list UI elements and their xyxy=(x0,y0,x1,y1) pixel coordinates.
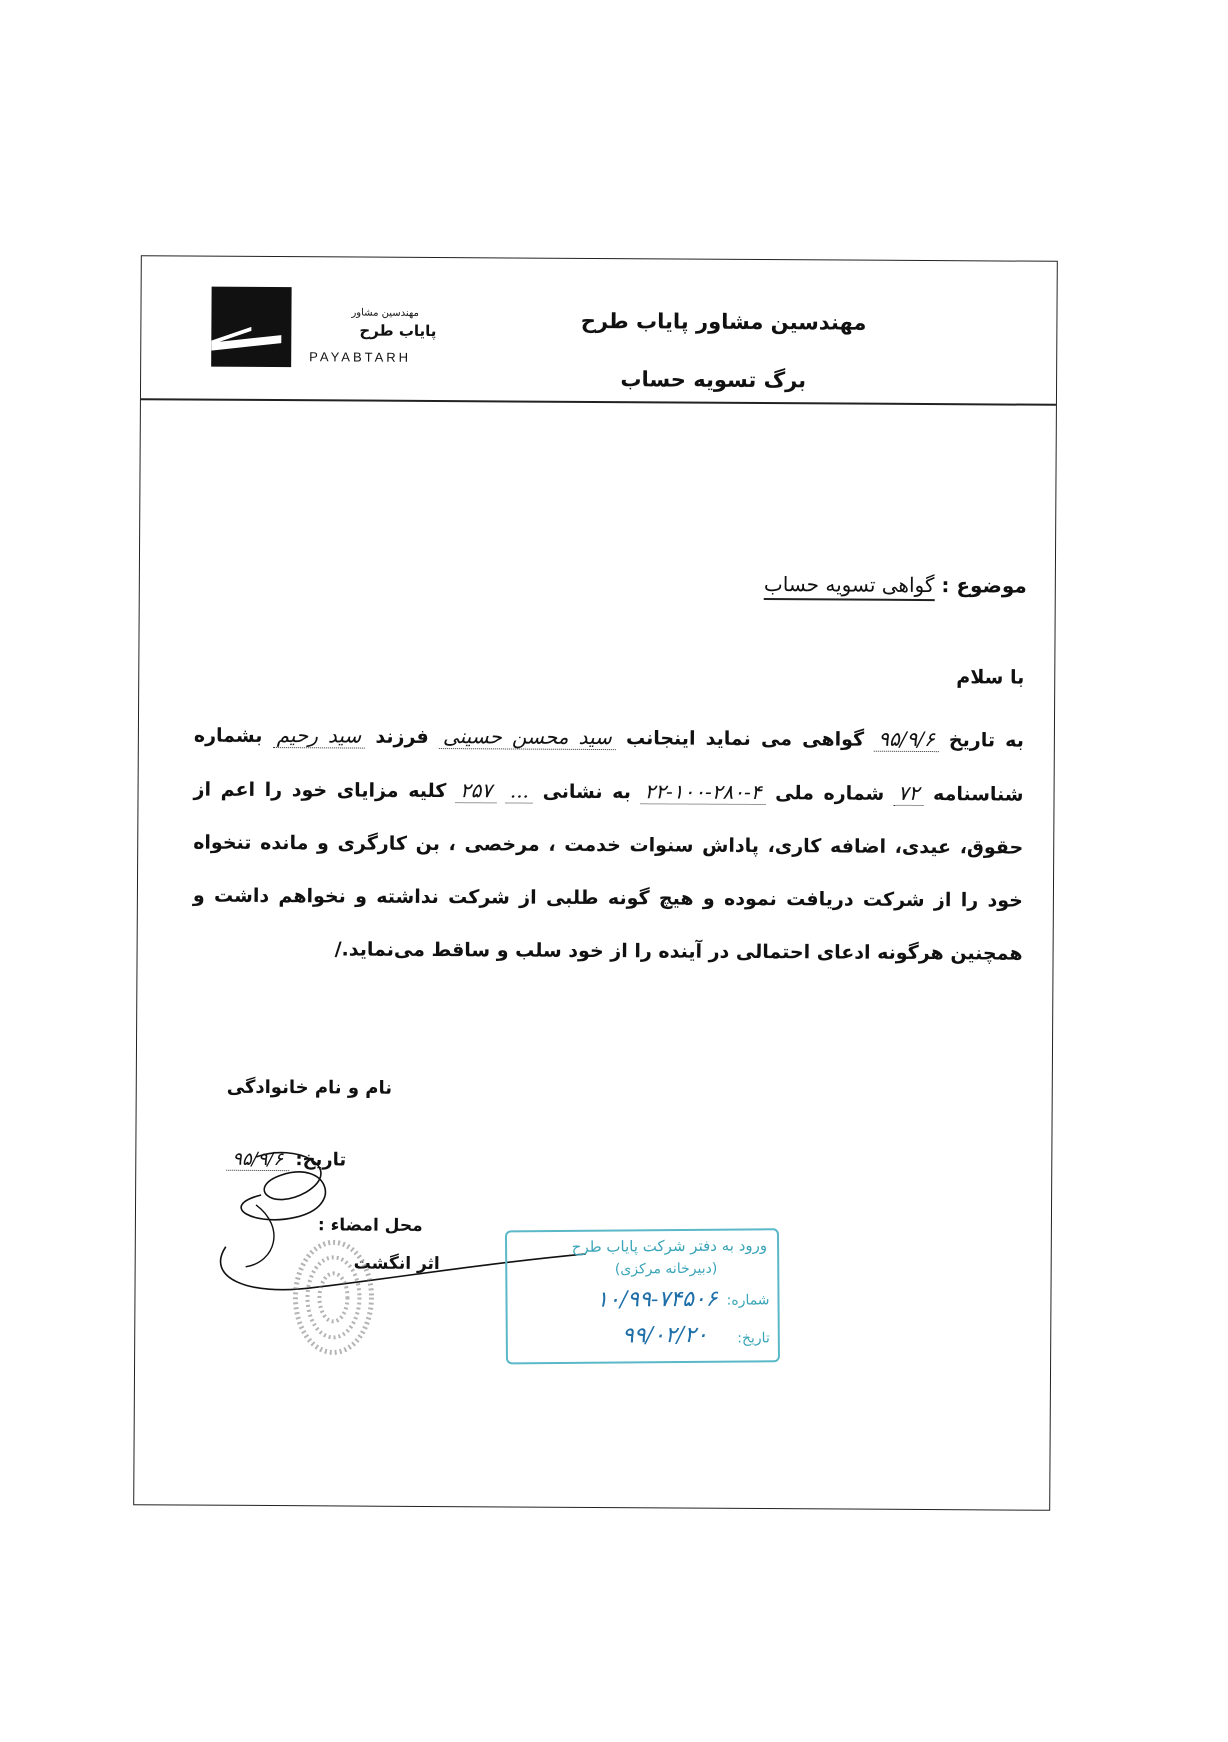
idno-field: ۷۲ xyxy=(894,781,924,806)
date-field: ۹۵/۹/۶ xyxy=(874,727,939,752)
text-child-of: فرزند xyxy=(375,725,429,748)
sig-date-value: ۹۵/۹/۶ xyxy=(226,1149,289,1171)
header-divider xyxy=(141,398,1056,406)
name-field: سید محسن حسینی xyxy=(439,724,616,750)
stamp-title: ورود به دفتر شرکت پایاب طرح xyxy=(571,1236,768,1256)
subject-line xyxy=(764,572,1027,598)
subject-value: گواهی تسویه حساب xyxy=(764,572,935,601)
text-address-label: به نشانی xyxy=(542,780,631,804)
stamp-date-label: تاریخ: xyxy=(737,1330,770,1347)
father-name-field: سید رحیم xyxy=(273,723,366,749)
company-name: مهندسین مشاور پایاب طرح xyxy=(580,308,867,335)
payabtarh-logo-icon xyxy=(211,287,291,367)
name-label: نام و نام خانوادگی xyxy=(226,1076,393,1099)
certificate-body xyxy=(192,709,1024,981)
sig-date-label: تاریخ: xyxy=(295,1149,347,1171)
subject-label: موضوع : xyxy=(941,573,1027,598)
document-frame xyxy=(133,255,1058,1511)
text-national-label: شماره ملی xyxy=(775,782,885,805)
greeting: با سلام xyxy=(956,666,1025,689)
address-number-field: ۲۵۷ xyxy=(456,778,496,803)
text-body-rest: کلیه مزایای خود را اعم از حقوق، عیدی، اضافه کاری، پاداش سنوات خدمت ، مرخصی ، بن کارگری و مانده تنخواه خود را از شرکت دریافت نموده و هیچ گونه طلبی از شرکت نداشته و نخواهم داشت و همچنین هرگونه ادعای احتمالی در آینده را از خود سلب و ساقط می‌نماید./ xyxy=(192,778,1024,965)
address-field: ... xyxy=(506,778,533,803)
stamp-number-label: شماره: xyxy=(726,1292,770,1309)
logo-fa: پایاب طرح xyxy=(359,321,437,341)
receipt-stamp xyxy=(505,1228,780,1364)
thumbprint-label: اثر انگشت xyxy=(353,1253,440,1275)
stamp-number: ۱۰/۹۹-۷۴۵۰۶ xyxy=(596,1286,718,1313)
form-title: برگ تسویه حساب xyxy=(620,367,807,393)
logo-en: PAYABTARH xyxy=(309,349,412,365)
text-idno-label: بشماره شناسنامه xyxy=(193,724,1024,806)
text-certify: گواهی می نماید اینجانب xyxy=(625,727,865,751)
stamp-subtitle: (دبیرخانه مرکزی) xyxy=(614,1260,718,1278)
sign-place-label: محل امضاء : xyxy=(317,1215,423,1236)
company-logo xyxy=(211,287,492,389)
text-date-label: به تاریخ xyxy=(948,729,1024,752)
national-id-field: ۴-۲۸۰-۱۰۰-۲۲ xyxy=(640,779,765,805)
logo-fa-small: مهندسین مشاور xyxy=(351,307,419,319)
stamp-date: ۹۹/۰۲/۲۰ xyxy=(621,1322,708,1349)
signature-block xyxy=(226,1076,477,1275)
